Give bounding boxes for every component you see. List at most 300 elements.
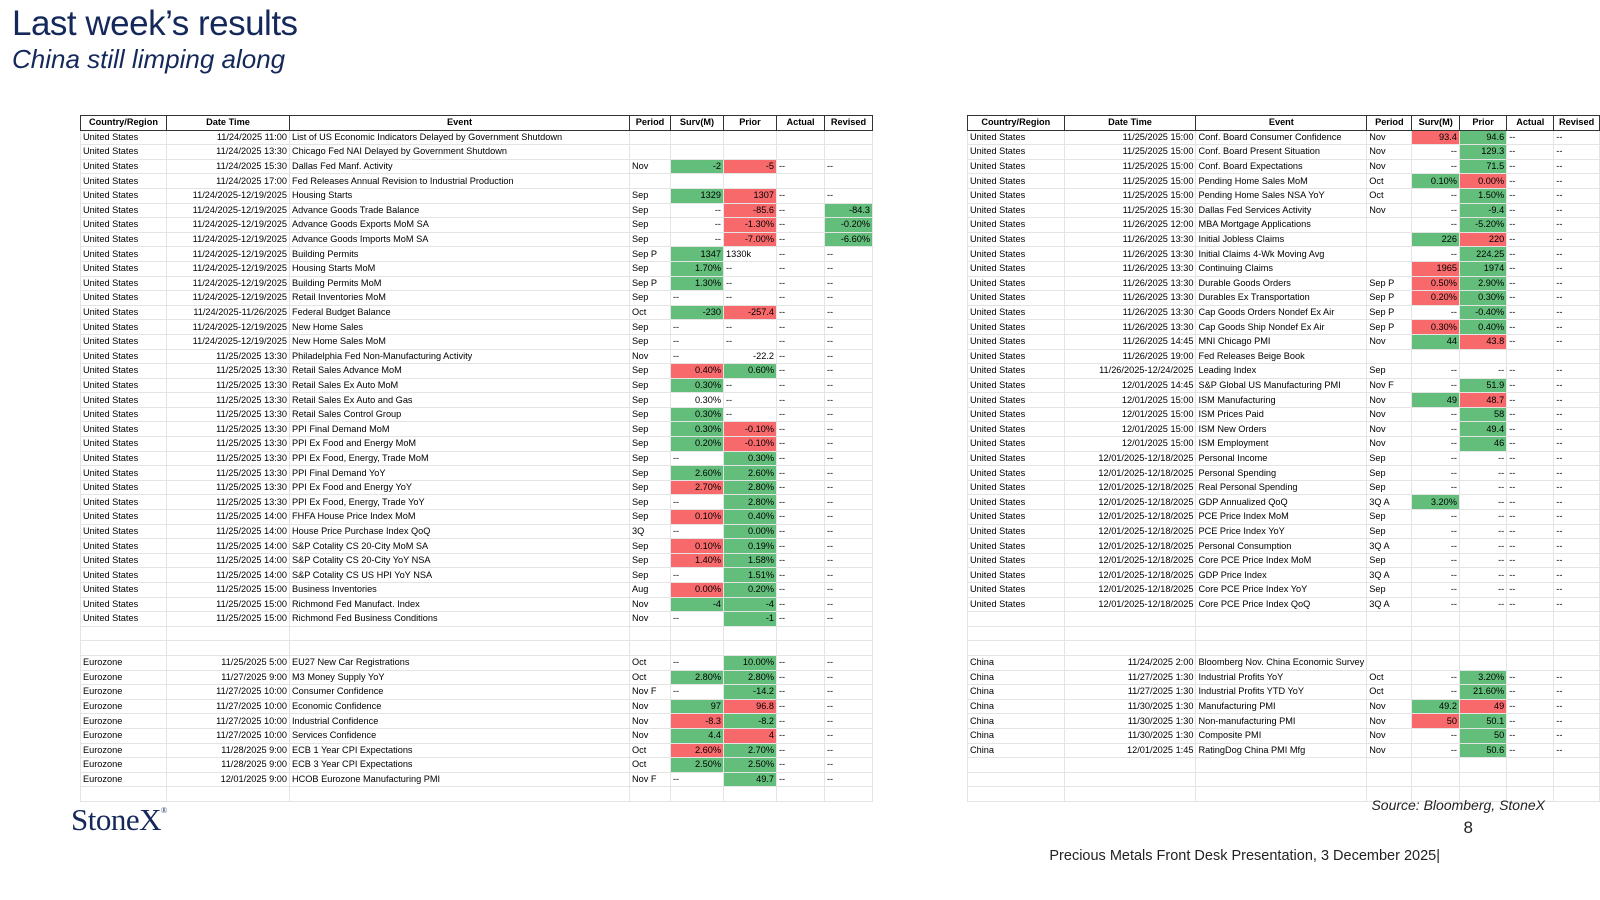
datetime-cell: 11/26/2025 13:30 [1064, 291, 1196, 306]
revised-cell: -- [825, 247, 873, 262]
slide-title: Last week’s results [12, 4, 298, 43]
event-cell: S&P Cotality CS 20-City MoM SA [290, 539, 630, 554]
datetime-cell: 11/26/2025 13:30 [1064, 232, 1196, 247]
period-cell: Sep [1367, 364, 1412, 379]
country-cell: United States [81, 261, 167, 276]
datetime-cell: 11/27/2025 1:30 [1064, 670, 1196, 685]
table-row [968, 626, 1600, 641]
datetime-cell [167, 641, 290, 656]
period-cell: Nov [1367, 437, 1412, 452]
datetime-cell: 11/30/2025 1:30 [1064, 728, 1196, 743]
table-row [968, 130, 1600, 145]
table-row [968, 145, 1600, 160]
datetime-cell [167, 626, 290, 641]
actual-cell: -- [777, 349, 825, 364]
prior-cell [724, 641, 777, 656]
actual-cell: -- [777, 378, 825, 393]
period-cell: Sep P [630, 247, 671, 262]
table-row [81, 305, 873, 320]
period-cell: Nov F [1367, 378, 1412, 393]
country-cell: China [968, 670, 1065, 685]
prior-cell [724, 145, 777, 160]
datetime-cell: 11/25/2025 13:30 [167, 466, 290, 481]
prior-cell: -- [1459, 524, 1506, 539]
table-row [968, 655, 1600, 670]
actual-cell [1507, 626, 1554, 641]
table-row [81, 597, 873, 612]
period-cell [1367, 232, 1412, 247]
table-row [81, 174, 873, 189]
period-cell [1367, 626, 1412, 641]
country-cell: United States [81, 188, 167, 203]
revised-cell: -- [825, 539, 873, 554]
prior-cell: -85.6 [724, 203, 777, 218]
country-cell: United States [968, 568, 1065, 583]
survey-cell: -- [1412, 305, 1459, 320]
event-cell: Housing Starts MoM [290, 261, 630, 276]
datetime-cell: 11/26/2025 13:30 [1064, 305, 1196, 320]
table-row [81, 291, 873, 306]
prior-cell [1459, 655, 1506, 670]
prior-cell [1459, 641, 1506, 656]
table-row [81, 349, 873, 364]
period-cell [630, 174, 671, 189]
revised-cell: -- [1554, 685, 1600, 700]
table-row [968, 597, 1600, 612]
prior-cell: 1.51% [724, 568, 777, 583]
table-row [968, 188, 1600, 203]
period-cell: Nov [1367, 422, 1412, 437]
revised-cell: -- [1554, 378, 1600, 393]
prior-cell: 0.60% [724, 364, 777, 379]
datetime-cell: 11/26/2025 13:30 [1064, 261, 1196, 276]
event-cell: HCOB Eurozone Manufacturing PMI [290, 772, 630, 787]
period-cell: Nov [630, 728, 671, 743]
survey-cell: -- [1412, 188, 1459, 203]
country-cell [81, 787, 167, 802]
event-cell: Durable Goods Orders [1196, 276, 1367, 291]
period-cell: Sep [630, 188, 671, 203]
datetime-cell: 11/25/2025 14:00 [167, 524, 290, 539]
country-cell: United States [968, 451, 1065, 466]
revised-cell: -- [1554, 174, 1600, 189]
country-cell [81, 626, 167, 641]
period-cell [1367, 772, 1412, 787]
actual-cell: -- [1507, 568, 1554, 583]
event-cell: House Price Purchase Index QoQ [290, 524, 630, 539]
revised-cell: -- [1554, 422, 1600, 437]
actual-cell: -- [1507, 480, 1554, 495]
survey-cell: 0.40% [671, 364, 724, 379]
survey-cell: 49 [1412, 393, 1459, 408]
prior-cell: -- [724, 276, 777, 291]
datetime-cell: 11/25/2025 15:00 [167, 612, 290, 627]
actual-cell: -- [777, 218, 825, 233]
table-row [968, 553, 1600, 568]
survey-cell: 0.50% [1412, 276, 1459, 291]
prior-cell: 2.60% [724, 466, 777, 481]
table-row [968, 758, 1600, 773]
table-row [81, 685, 873, 700]
period-cell: Oct [630, 743, 671, 758]
event-cell: Retail Sales Ex Auto and Gas [290, 393, 630, 408]
table-row [968, 378, 1600, 393]
prior-cell: 2.70% [724, 743, 777, 758]
revised-cell: -- [825, 685, 873, 700]
country-cell: United States [968, 539, 1065, 554]
actual-cell: -- [1507, 378, 1554, 393]
slide-subtitle: China still limping along [12, 44, 286, 74]
actual-cell: -- [777, 510, 825, 525]
prior-cell [1459, 772, 1506, 787]
country-cell: United States [968, 130, 1065, 145]
table-row [968, 728, 1600, 743]
actual-cell: -- [777, 364, 825, 379]
period-cell: Sep [630, 320, 671, 335]
event-cell: Housing Starts [290, 188, 630, 203]
datetime-cell: 11/24/2025-12/19/2025 [167, 232, 290, 247]
prior-cell: -- [724, 334, 777, 349]
actual-cell: -- [1507, 232, 1554, 247]
column-header: Actual [777, 116, 825, 131]
survey-cell: 1965 [1412, 261, 1459, 276]
survey-cell: -- [1412, 159, 1459, 174]
period-cell: Sep [1367, 553, 1412, 568]
survey-cell [671, 787, 724, 802]
prior-cell: 49 [1459, 699, 1506, 714]
datetime-cell: 11/24/2025 15:30 [167, 159, 290, 174]
event-cell: GDP Annualized QoQ [1196, 495, 1367, 510]
table-row [81, 364, 873, 379]
survey-cell: 0.10% [671, 539, 724, 554]
revised-cell: -- [825, 612, 873, 627]
table-row [968, 743, 1600, 758]
event-cell: FHFA House Price Index MoM [290, 510, 630, 525]
period-cell: Sep [630, 466, 671, 481]
country-cell: United States [81, 393, 167, 408]
actual-cell: -- [1507, 174, 1554, 189]
survey-cell: 0.20% [1412, 291, 1459, 306]
table-header-row [968, 116, 1600, 131]
country-cell: Eurozone [81, 772, 167, 787]
period-cell: Sep [1367, 480, 1412, 495]
revised-cell: -- [825, 728, 873, 743]
table-row [81, 437, 873, 452]
survey-cell: -- [671, 655, 724, 670]
survey-cell: -- [671, 685, 724, 700]
actual-cell: -- [1507, 699, 1554, 714]
revised-cell: -- [1554, 393, 1600, 408]
country-cell: United States [968, 218, 1065, 233]
column-header: Prior [724, 116, 777, 131]
country-cell: Eurozone [81, 699, 167, 714]
table-row [968, 495, 1600, 510]
survey-cell: -- [1412, 685, 1459, 700]
event-cell: PCE Price Index YoY [1196, 524, 1367, 539]
event-cell: Advance Goods Trade Balance [290, 203, 630, 218]
datetime-cell: 11/26/2025 12:00 [1064, 218, 1196, 233]
survey-cell: -- [1412, 743, 1459, 758]
survey-cell: 0.30% [671, 422, 724, 437]
actual-cell: -- [777, 539, 825, 554]
datetime-cell: 11/25/2025 15:00 [167, 583, 290, 598]
country-cell: United States [81, 480, 167, 495]
datetime-cell: 11/25/2025 13:30 [167, 437, 290, 452]
prior-cell: 0.30% [1459, 291, 1506, 306]
actual-cell: -- [777, 159, 825, 174]
survey-cell: 2.60% [671, 743, 724, 758]
revised-cell: -- [1554, 407, 1600, 422]
revised-cell: -- [1554, 218, 1600, 233]
revised-cell: -- [825, 510, 873, 525]
prior-cell: 43.8 [1459, 334, 1506, 349]
revised-cell: -- [1554, 728, 1600, 743]
prior-cell: 2.80% [724, 480, 777, 495]
country-cell [968, 758, 1065, 773]
country-cell: United States [81, 174, 167, 189]
event-cell [1196, 612, 1367, 627]
period-cell: Nov [1367, 728, 1412, 743]
datetime-cell: 11/26/2025 13:30 [1064, 247, 1196, 262]
prior-cell: -5 [724, 159, 777, 174]
country-cell [968, 626, 1065, 641]
survey-cell: 0.10% [671, 510, 724, 525]
actual-cell: -- [1507, 393, 1554, 408]
table-row [81, 276, 873, 291]
event-cell: Composite PMI [1196, 728, 1367, 743]
prior-cell [1459, 612, 1506, 627]
country-cell: United States [968, 159, 1065, 174]
period-cell: Oct [630, 758, 671, 773]
revised-cell: -- [1554, 568, 1600, 583]
event-cell: Consumer Confidence [290, 685, 630, 700]
actual-cell: -- [777, 393, 825, 408]
prior-cell: -4 [724, 597, 777, 612]
country-cell: China [968, 743, 1065, 758]
actual-cell: -- [777, 743, 825, 758]
page-number: 8 [1463, 818, 1473, 837]
period-cell [1367, 655, 1412, 670]
table-row [81, 334, 873, 349]
datetime-cell: 12/01/2025-12/18/2025 [1064, 553, 1196, 568]
table-body [968, 130, 1600, 801]
datetime-cell: 11/24/2025-12/19/2025 [167, 261, 290, 276]
revised-cell: -- [825, 437, 873, 452]
period-cell: Sep [630, 261, 671, 276]
prior-cell: 21.60% [1459, 685, 1506, 700]
datetime-cell: 11/25/2025 13:30 [167, 407, 290, 422]
datetime-cell: 11/25/2025 14:00 [167, 568, 290, 583]
table-row [81, 553, 873, 568]
actual-cell: -- [777, 291, 825, 306]
table-row [81, 378, 873, 393]
country-cell: United States [968, 393, 1065, 408]
country-cell: United States [968, 466, 1065, 481]
table-row [968, 510, 1600, 525]
datetime-cell: 11/24/2025-12/19/2025 [167, 203, 290, 218]
actual-cell: -- [1507, 539, 1554, 554]
period-cell [630, 145, 671, 160]
prior-cell: 10.00% [724, 655, 777, 670]
survey-cell: 2.70% [671, 480, 724, 495]
table-row [968, 772, 1600, 787]
table-row [968, 670, 1600, 685]
table-row [968, 218, 1600, 233]
country-cell [968, 772, 1065, 787]
survey-cell: -- [1412, 670, 1459, 685]
survey-cell: 93.4 [1412, 130, 1459, 145]
prior-cell: -- [1459, 597, 1506, 612]
period-cell: Sep P [1367, 305, 1412, 320]
event-cell: Real Personal Spending [1196, 480, 1367, 495]
survey-cell: -- [671, 524, 724, 539]
prior-cell: 50.6 [1459, 743, 1506, 758]
survey-cell: -- [1412, 728, 1459, 743]
datetime-cell: 11/25/2025 5:00 [167, 655, 290, 670]
prior-cell: -- [724, 320, 777, 335]
prior-cell: -- [1459, 583, 1506, 598]
country-cell: United States [968, 510, 1065, 525]
table-row [81, 188, 873, 203]
country-cell: United States [81, 495, 167, 510]
country-cell: Eurozone [81, 685, 167, 700]
country-cell: United States [968, 145, 1065, 160]
table-row [81, 524, 873, 539]
revised-cell: -- [825, 188, 873, 203]
prior-cell: -- [724, 378, 777, 393]
actual-cell [1507, 612, 1554, 627]
table-row [81, 655, 873, 670]
actual-cell: -- [1507, 364, 1554, 379]
revised-cell: -- [1554, 699, 1600, 714]
event-cell: Durables Ex Transportation [1196, 291, 1367, 306]
prior-cell: -- [1459, 568, 1506, 583]
actual-cell: -- [1507, 291, 1554, 306]
table-row [81, 641, 873, 656]
prior-cell: 0.00% [724, 524, 777, 539]
period-cell [1367, 758, 1412, 773]
country-cell: United States [968, 524, 1065, 539]
period-cell [1367, 641, 1412, 656]
period-cell: Oct [630, 670, 671, 685]
datetime-cell: 12/01/2025-12/18/2025 [1064, 495, 1196, 510]
revised-cell: -- [1554, 451, 1600, 466]
period-cell: Sep P [1367, 276, 1412, 291]
prior-cell [724, 174, 777, 189]
revised-cell: -- [825, 670, 873, 685]
prior-cell: 129.3 [1459, 145, 1506, 160]
event-cell: S&P Global US Manufacturing PMI [1196, 378, 1367, 393]
event-cell: Manufacturing PMI [1196, 699, 1367, 714]
actual-cell: -- [1507, 743, 1554, 758]
revised-cell [1554, 641, 1600, 656]
survey-cell: 50 [1412, 714, 1459, 729]
revised-cell: -- [1554, 480, 1600, 495]
prior-cell: -0.10% [724, 422, 777, 437]
event-cell: PPI Final Demand YoY [290, 466, 630, 481]
survey-cell: 0.00% [671, 583, 724, 598]
prior-cell: 50 [1459, 728, 1506, 743]
country-cell: United States [81, 583, 167, 598]
table-row [968, 422, 1600, 437]
actual-cell: -- [777, 685, 825, 700]
revised-cell: -- [825, 291, 873, 306]
datetime-cell: 11/25/2025 15:00 [167, 597, 290, 612]
table-row [81, 510, 873, 525]
revised-cell: -- [1554, 553, 1600, 568]
event-cell: M3 Money Supply YoY [290, 670, 630, 685]
datetime-cell: 11/25/2025 13:30 [167, 451, 290, 466]
event-cell: Services Confidence [290, 728, 630, 743]
country-cell: United States [968, 583, 1065, 598]
actual-cell: -- [777, 437, 825, 452]
table-row [968, 291, 1600, 306]
revised-cell: -- [825, 655, 873, 670]
actual-cell: -- [777, 583, 825, 598]
datetime-cell: 12/01/2025 9:00 [167, 772, 290, 787]
revised-cell: -- [825, 407, 873, 422]
country-cell: United States [81, 130, 167, 145]
datetime-cell: 11/26/2025 13:30 [1064, 276, 1196, 291]
period-cell: Sep P [1367, 291, 1412, 306]
country-cell: China [968, 685, 1065, 700]
table-row [81, 728, 873, 743]
period-cell: Nov [1367, 393, 1412, 408]
survey-cell: 4.4 [671, 728, 724, 743]
table-row [81, 422, 873, 437]
survey-cell: 0.30% [671, 393, 724, 408]
table-row [81, 247, 873, 262]
event-cell: ISM New Orders [1196, 422, 1367, 437]
table-row [968, 612, 1600, 627]
survey-cell: 1329 [671, 188, 724, 203]
actual-cell: -- [777, 480, 825, 495]
actual-cell: -- [777, 451, 825, 466]
prior-cell: 1330k [724, 247, 777, 262]
table-row [81, 612, 873, 627]
table-row [968, 247, 1600, 262]
survey-cell [671, 626, 724, 641]
period-cell: 3Q A [1367, 568, 1412, 583]
prior-cell: -257.4 [724, 305, 777, 320]
stonex-logo [71, 802, 167, 838]
table-row [968, 203, 1600, 218]
survey-cell: -- [1412, 568, 1459, 583]
period-cell [630, 787, 671, 802]
event-cell: S&P Cotality CS US HPI YoY NSA [290, 568, 630, 583]
period-cell: Sep [630, 495, 671, 510]
table-row [968, 364, 1600, 379]
event-cell: S&P Cotality CS 20-City YoY NSA [290, 553, 630, 568]
period-cell: Sep [630, 203, 671, 218]
event-cell: Building Permits MoM [290, 276, 630, 291]
column-header: Event [290, 116, 630, 131]
revised-cell: -6.60% [825, 232, 873, 247]
event-cell [290, 626, 630, 641]
table-row [81, 670, 873, 685]
datetime-cell: 11/27/2025 10:00 [167, 685, 290, 700]
survey-cell: 1.30% [671, 276, 724, 291]
survey-cell: -2 [671, 159, 724, 174]
prior-cell: 2.50% [724, 758, 777, 773]
prior-cell: -- [1459, 553, 1506, 568]
column-header: Period [630, 116, 671, 131]
prior-cell: 3.20% [1459, 670, 1506, 685]
event-cell: Federal Budget Balance [290, 305, 630, 320]
survey-cell: -- [671, 568, 724, 583]
revised-cell: -- [1554, 743, 1600, 758]
period-cell: Sep [630, 510, 671, 525]
